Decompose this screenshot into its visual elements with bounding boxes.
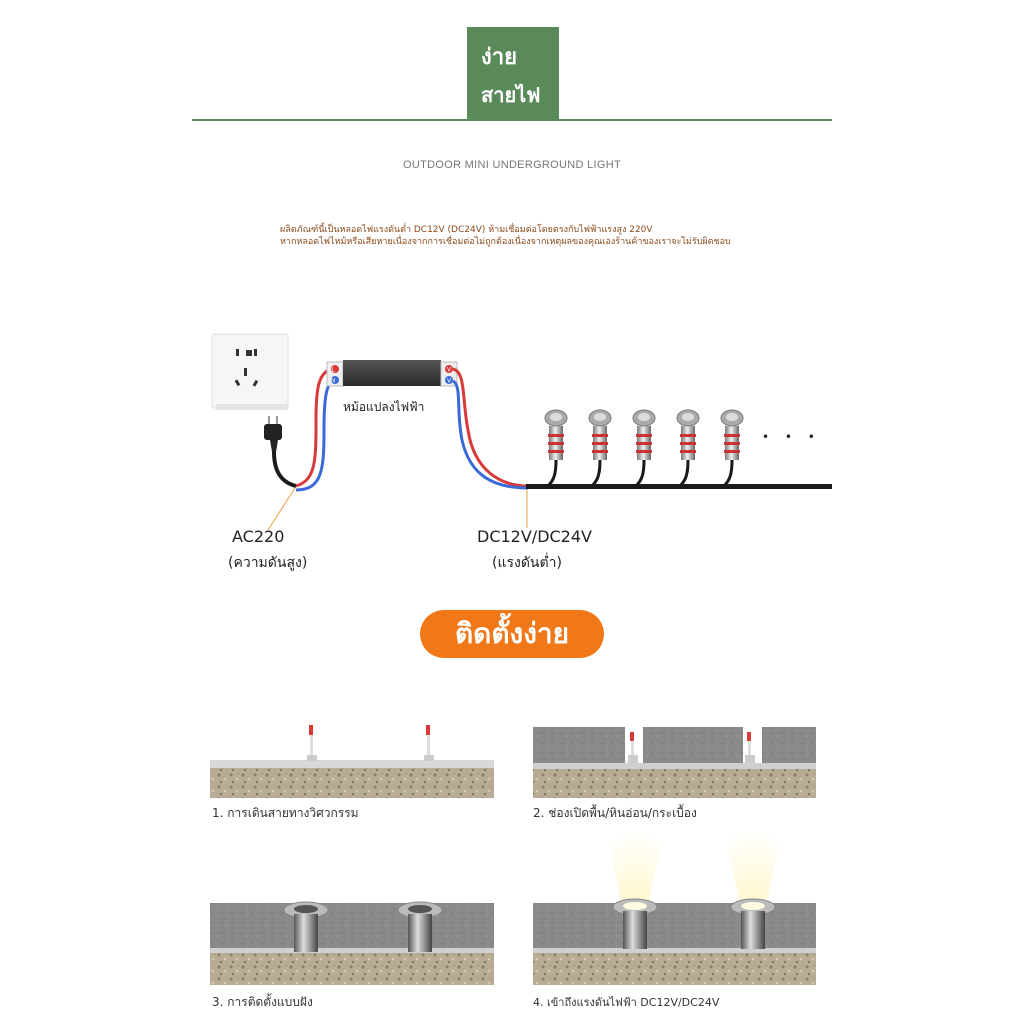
- step-2-illustration: [533, 727, 816, 798]
- step-1-illustration: [210, 725, 494, 798]
- dc-voltage-label: DC12V/DC24V: [477, 527, 592, 546]
- warning-line-2: หากหลอดไฟไหม้หรือเสียหายเนื่องจากการเชื่อมต่อไม่ถูกต้องเนื่องจากเหตุผลของคุณเองร้านค้าของเราจะไม่รับผิดชอบ: [280, 237, 731, 247]
- warning-line-1: ผลิตภัณฑ์นี้เป็นหลอดไฟแรงดันต่ำ DC12V (DC24V) ห้ามเชื่อมต่อโดยตรงกับไฟฟ้าแรงสูง 220V: [280, 225, 653, 235]
- mini-lamp-icon: [721, 410, 743, 486]
- mini-lamp-icon: [633, 410, 655, 486]
- transformer-label: หม้อแปลงไฟฟ้า: [343, 400, 425, 414]
- terminal-label: L: [331, 366, 335, 374]
- terminal-label: V: [446, 366, 452, 374]
- easy-install-badge: ติดตั้งง่าย: [420, 610, 604, 658]
- step-4-illustration: [533, 830, 816, 985]
- more-lamps-ellipsis: • • •: [762, 430, 821, 444]
- dc-red-wire: [453, 369, 528, 486]
- transformer-icon: [327, 360, 457, 386]
- step-3-caption: 3. การติดตั้งแบบฝัง: [212, 995, 313, 1009]
- main-cable: [526, 484, 832, 489]
- terminal-label: V: [446, 377, 452, 385]
- mini-lamp-icon: [589, 410, 611, 486]
- step-1-caption: 1. การเดินสายทางวิศวกรรม: [212, 806, 359, 820]
- ac-voltage-sublabel: (ความดันสูง): [228, 555, 308, 571]
- dc-voltage-sublabel: (แรงดันต่ำ): [492, 555, 562, 571]
- ac-red-wire: [296, 369, 332, 486]
- step-3-illustration: [210, 902, 494, 985]
- install-steps-illustration: [0, 700, 1024, 1020]
- ac-leader-line: [268, 488, 295, 530]
- ac-voltage-label: AC220: [232, 527, 285, 546]
- header-title-line1: ง่าย: [481, 45, 517, 70]
- step-2-caption: 2. ช่องเปิดพื้น/หินอ่อน/กระเบื้อง: [533, 806, 697, 820]
- mini-lamp-icon: [545, 410, 567, 486]
- wall-socket-icon: [212, 334, 288, 410]
- step-4-caption: 4. เข้าถึงแรงดันไฟฟ้า DC12V/DC24V: [533, 996, 720, 1009]
- power-plug-icon: [264, 416, 282, 452]
- header-title-line2: สายไฟ: [481, 83, 541, 107]
- mini-lamp-icon: [677, 410, 699, 486]
- terminal-label: N: [330, 377, 336, 385]
- product-subtitle: OUTDOOR MINI UNDERGROUND LIGHT: [403, 159, 621, 171]
- power-cord: [274, 452, 296, 486]
